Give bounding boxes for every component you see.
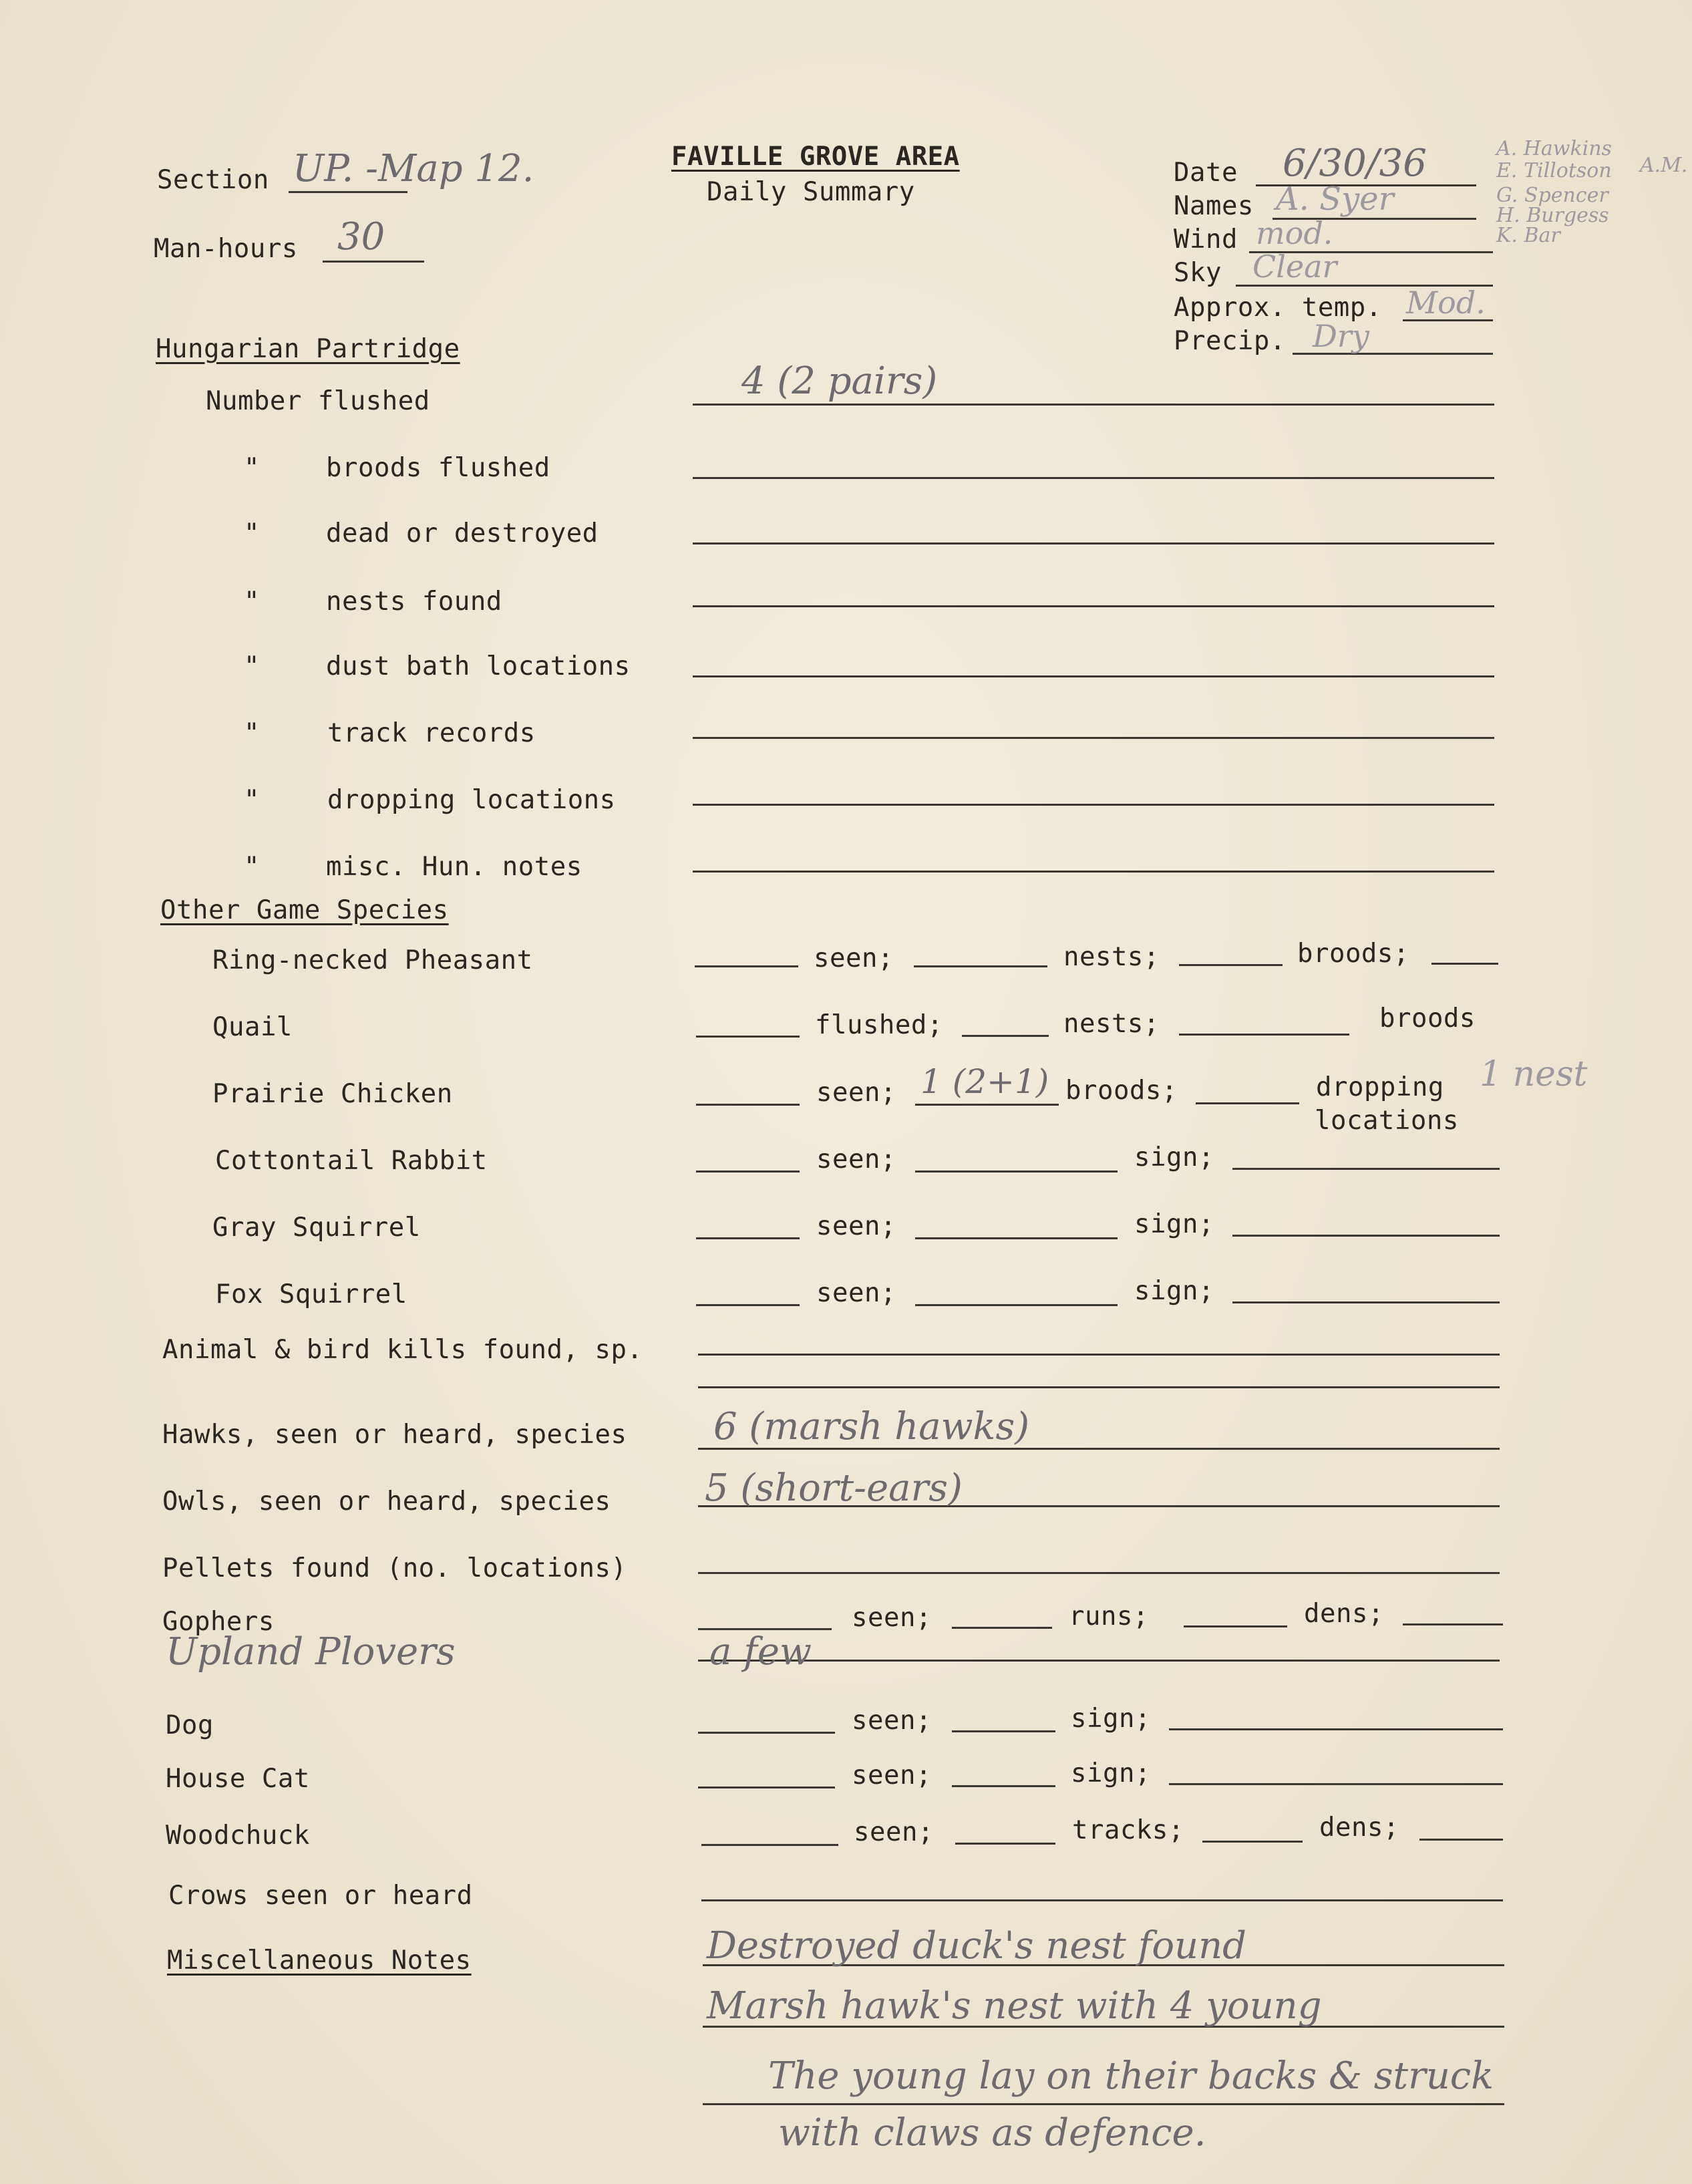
names-extra-2: E. Tillotson bbox=[1496, 159, 1612, 182]
prairie-broods-label: broods; bbox=[1065, 1076, 1178, 1106]
fox-squirrel-sign-line-2 bbox=[1232, 1301, 1500, 1303]
form-title: FAVILLE GROVE AREA bbox=[671, 142, 960, 172]
dead-destroyed-line bbox=[693, 542, 1494, 544]
nests-found-label: nests found bbox=[326, 587, 502, 617]
misc-hun-label: misc. Hun. notes bbox=[326, 852, 582, 882]
pheasant-nests-label: nests; bbox=[1063, 942, 1160, 972]
woodchuck-seen-line bbox=[701, 1844, 838, 1846]
nests-found-line bbox=[693, 605, 1494, 607]
manhours-value: 30 bbox=[337, 215, 385, 259]
wind-label: Wind bbox=[1174, 224, 1238, 255]
cat-sign-line-2 bbox=[1169, 1783, 1503, 1785]
crows-line bbox=[701, 1899, 1503, 1901]
wind-value: mod. bbox=[1256, 215, 1333, 251]
prairie-label: Prairie Chicken bbox=[212, 1079, 453, 1109]
owls-value: 5 (short-ears) bbox=[705, 1466, 963, 1510]
owls-label: Owls, seen or heard, species bbox=[162, 1487, 611, 1517]
names-extra-3: G. Spencer bbox=[1496, 184, 1609, 207]
fox-squirrel-sign-line-1 bbox=[915, 1304, 1118, 1306]
gophers-dens-line bbox=[1184, 1625, 1287, 1627]
prairie-broods-line bbox=[915, 1104, 1059, 1106]
hawks-value: 6 (marsh hawks) bbox=[713, 1405, 1030, 1448]
woodchuck-dens-line bbox=[1202, 1841, 1303, 1843]
kills-label: Animal & bird kills found, sp. bbox=[162, 1335, 643, 1365]
dropping-locations-line bbox=[693, 804, 1494, 806]
hun-heading: Hungarian Partridge bbox=[156, 334, 460, 364]
kills-line-2 bbox=[698, 1386, 1500, 1388]
notes-line-3 bbox=[703, 2103, 1504, 2105]
woodchuck-tracks-line bbox=[955, 1843, 1055, 1845]
plovers-line bbox=[698, 1660, 1500, 1662]
gophers-runs-line bbox=[952, 1627, 1052, 1629]
pheasant-extra-line bbox=[1431, 963, 1498, 965]
gray-squirrel-sign-line-2 bbox=[1232, 1235, 1500, 1237]
gophers-extra-line bbox=[1403, 1623, 1503, 1625]
dog-seen-line bbox=[698, 1732, 835, 1734]
precip-value: Dry bbox=[1313, 318, 1369, 354]
gray-squirrel-seen-line bbox=[696, 1237, 800, 1239]
dust-bath-line bbox=[693, 675, 1494, 677]
fox-squirrel-seen-label: seen; bbox=[816, 1278, 896, 1308]
prairie-dropping-line bbox=[1196, 1102, 1299, 1104]
woodchuck-seen-label: seen; bbox=[854, 1817, 934, 1847]
plovers-label: Upland Plovers bbox=[166, 1630, 456, 1674]
crows-label: Crows seen or heard bbox=[168, 1881, 473, 1911]
section-line bbox=[289, 191, 407, 193]
section-value: UP. -Map 12. bbox=[293, 147, 534, 190]
gophers-runs-label: runs; bbox=[1069, 1601, 1149, 1631]
prairie-seen-line bbox=[696, 1104, 800, 1106]
dog-seen-label: seen; bbox=[852, 1706, 932, 1736]
names-extra-6: A.M. bbox=[1640, 154, 1688, 177]
number-flushed-value: 4 (2 pairs) bbox=[741, 359, 938, 403]
kills-line-1 bbox=[698, 1354, 1500, 1356]
names-label: Names bbox=[1174, 191, 1254, 221]
ditto-nests: " bbox=[244, 587, 260, 617]
prairie-dropping-value: 1 nest bbox=[1480, 1054, 1588, 1094]
broods-flushed-line bbox=[693, 477, 1494, 479]
manhours-label: Man-hours bbox=[154, 234, 298, 264]
other-heading: Other Game Species bbox=[160, 895, 449, 925]
names-extra-1: A. Hawkins bbox=[1496, 137, 1612, 160]
gray-squirrel-sign-line-1 bbox=[915, 1237, 1118, 1239]
cottontail-seen-label: seen; bbox=[816, 1144, 896, 1175]
date-label: Date bbox=[1174, 158, 1238, 188]
quail-label: Quail bbox=[212, 1012, 293, 1042]
fox-squirrel-sign-label: sign; bbox=[1134, 1276, 1214, 1306]
note-3: The young lay on their backs & struck bbox=[768, 2054, 1494, 2098]
woodchuck-tracks-label: tracks; bbox=[1072, 1815, 1184, 1845]
ditto-track: " bbox=[244, 718, 260, 748]
temp-label: Approx. temp. bbox=[1174, 293, 1382, 323]
prairie-dropping-label: dropping bbox=[1316, 1072, 1444, 1102]
names-value: A. Syer bbox=[1276, 180, 1394, 218]
ditto-broods: " bbox=[244, 453, 260, 483]
quail-broods-line bbox=[1179, 1034, 1349, 1036]
pellets-line bbox=[698, 1572, 1500, 1574]
names-extra-4: H. Burgess bbox=[1496, 204, 1609, 227]
prairie-broods-value: 1 (2+1) bbox=[920, 1062, 1049, 1101]
sky-value: Clear bbox=[1252, 249, 1337, 285]
ditto-dust: " bbox=[244, 651, 260, 681]
plovers-value: a few bbox=[709, 1630, 812, 1674]
prairie-seen-label: seen; bbox=[816, 1078, 896, 1108]
track-records-line bbox=[693, 737, 1494, 739]
pheasant-seen-line bbox=[695, 965, 798, 967]
quail-broods-label: broods bbox=[1379, 1003, 1476, 1034]
cottontail-seen-line bbox=[696, 1171, 800, 1173]
dropping-locations-label: dropping locations bbox=[327, 785, 616, 815]
woodchuck-extra-line bbox=[1419, 1839, 1503, 1841]
manhours-line bbox=[323, 261, 424, 263]
temp-value: Mod. bbox=[1406, 285, 1486, 321]
dog-sign-line-2 bbox=[1169, 1728, 1503, 1730]
ditto-misc: " bbox=[244, 852, 260, 882]
pheasant-broods-label: broods; bbox=[1297, 939, 1409, 969]
pheasant-broods-line bbox=[1179, 964, 1283, 966]
dust-bath-label: dust bath locations bbox=[326, 651, 631, 681]
pheasant-label: Ring-necked Pheasant bbox=[212, 945, 533, 975]
fox-squirrel-label: Fox Squirrel bbox=[215, 1279, 407, 1309]
number-flushed-label: Number flushed bbox=[206, 386, 430, 416]
cottontail-label: Cottontail Rabbit bbox=[215, 1146, 488, 1176]
cat-label: House Cat bbox=[166, 1764, 310, 1794]
gray-squirrel-seen-label: seen; bbox=[816, 1211, 896, 1241]
pheasant-seen-label: seen; bbox=[814, 943, 894, 973]
date-value: 6/30/36 bbox=[1283, 142, 1427, 185]
dog-label: Dog bbox=[166, 1710, 214, 1740]
gophers-seen-label: seen; bbox=[852, 1603, 932, 1633]
dead-destroyed-label: dead or destroyed bbox=[326, 518, 599, 549]
note-2: Marsh hawk's nest with 4 young bbox=[707, 1984, 1322, 2028]
fox-squirrel-seen-line bbox=[696, 1304, 800, 1306]
ditto-dead: " bbox=[244, 518, 260, 549]
dog-sign-line-1 bbox=[952, 1730, 1055, 1732]
note-4: with claws as defence. bbox=[778, 2111, 1206, 2155]
gray-squirrel-label: Gray Squirrel bbox=[212, 1213, 421, 1243]
gophers-dens-label: dens; bbox=[1304, 1599, 1384, 1629]
woodchuck-label: Woodchuck bbox=[166, 1821, 310, 1851]
broods-flushed-label: broods flushed bbox=[326, 453, 550, 483]
notes-label: Miscellaneous Notes bbox=[167, 1945, 472, 1976]
misc-hun-line bbox=[693, 871, 1494, 873]
cottontail-sign-label: sign; bbox=[1134, 1142, 1214, 1173]
gophers-label: Gophers bbox=[162, 1607, 275, 1637]
woodchuck-dens-label: dens; bbox=[1319, 1813, 1399, 1843]
number-flushed-line bbox=[693, 404, 1494, 406]
cat-sign-line-1 bbox=[952, 1785, 1055, 1787]
cat-seen-label: seen; bbox=[852, 1760, 932, 1790]
cottontail-sign-line-1 bbox=[915, 1171, 1118, 1173]
cat-sign-label: sign; bbox=[1071, 1758, 1151, 1788]
quail-nests-label: nests; bbox=[1063, 1009, 1160, 1039]
hawks-label: Hawks, seen or heard, species bbox=[162, 1420, 627, 1450]
ditto-dropping: " bbox=[244, 785, 260, 815]
sky-label: Sky bbox=[1174, 258, 1222, 288]
prairie-locations-label: locations bbox=[1315, 1106, 1459, 1136]
gray-squirrel-sign-label: sign; bbox=[1134, 1209, 1214, 1239]
quail-flushed-label: flushed; bbox=[815, 1010, 943, 1040]
cottontail-sign-line-2 bbox=[1232, 1168, 1500, 1170]
section-label: Section bbox=[157, 165, 269, 195]
note-1: Destroyed duck's nest found bbox=[707, 1924, 1247, 1968]
names-extra-5: K. Bar bbox=[1496, 224, 1560, 247]
track-records-label: track records bbox=[327, 718, 536, 748]
precip-label: Precip. bbox=[1174, 326, 1286, 356]
form-subtitle: Daily Summary bbox=[707, 177, 915, 207]
quail-flushed-line bbox=[696, 1036, 800, 1038]
quail-nests-line bbox=[962, 1035, 1049, 1037]
pellets-label: Pellets found (no. locations) bbox=[162, 1553, 627, 1583]
cat-seen-line bbox=[698, 1786, 835, 1788]
dog-sign-label: sign; bbox=[1071, 1704, 1151, 1734]
pheasant-nests-line bbox=[914, 965, 1047, 967]
